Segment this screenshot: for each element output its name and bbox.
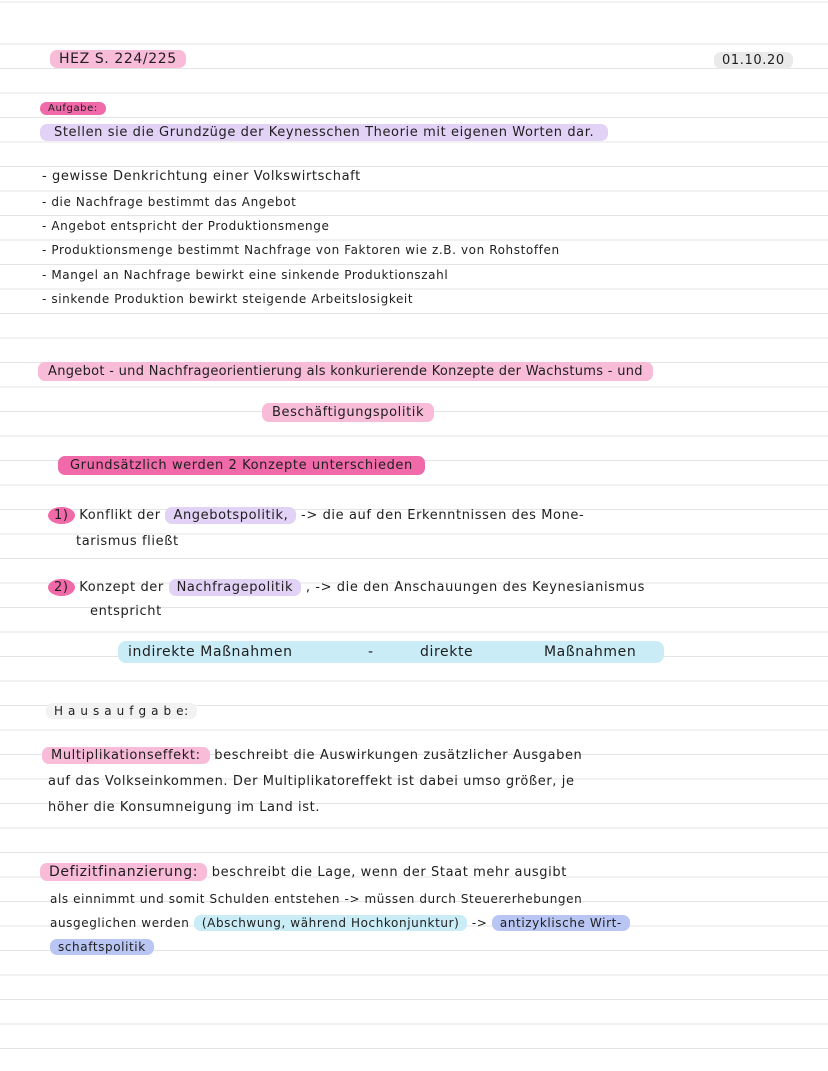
measures-right: Maßnahmen — [544, 644, 637, 660]
section-title-line2-text: Beschäftigungspolitik — [262, 403, 434, 422]
task-label-text: Aufgabe: — [40, 102, 106, 115]
deficit-term: Defizitfinanzierung: — [40, 863, 207, 881]
task-label — [40, 103, 106, 114]
measures-dash: - — [368, 644, 374, 660]
concept-2-post: , -> die den Anschauungen des Keynesianismus — [305, 580, 646, 595]
concept-1-line2: tarismus fließt — [76, 534, 179, 549]
concept-1 — [48, 508, 584, 523]
header-date — [714, 53, 793, 68]
concept-2-pre: Konzept der — [79, 580, 164, 595]
section-subtitle — [58, 458, 425, 473]
header-ref — [50, 51, 186, 67]
header-ref-text: HEZ S. 224/225 — [50, 50, 186, 68]
deficit-line2: als einnimmt und somit Schulden entstehen -> müssen durch Steuererhebungen — [50, 892, 583, 906]
concept-1-pre: Konflikt der — [79, 508, 161, 523]
deficit-line4-text: schaftspolitik — [50, 939, 154, 955]
header-date-text: 01.10.20 — [714, 52, 793, 69]
measures-left: indirekte Maßnahmen — [128, 644, 293, 660]
concept-1-term: Angebotspolitik, — [165, 507, 296, 524]
concept-1-number: 1) — [48, 507, 75, 524]
deficit-line3-pre: ausgeglichen werden — [50, 916, 190, 930]
bullet-1: - gewisse Denkrichtung einer Volkswirtschaft — [42, 169, 361, 184]
section-subtitle-text: Grundsätzlich werden 2 Konzepte unterschieden — [58, 456, 425, 475]
multiplier-term: Multiplikationseffekt: — [42, 747, 210, 764]
section-title-line1 — [38, 364, 653, 379]
task-prompt — [40, 125, 608, 140]
bullet-4: - Produktionsmenge bestimmt Nachfrage von Faktoren wie z.B. von Rohstoffen — [42, 243, 560, 257]
deficit-line3-paren: (Abschwung, während Hochkonjunktur) — [194, 915, 468, 931]
measures-mid: direkte — [420, 644, 474, 660]
concept-2-number: 2) — [48, 579, 75, 596]
deficit-line3-arrow: -> — [471, 916, 488, 930]
bullet-3: - Angebot entspricht der Produktionsmenge — [42, 219, 330, 233]
deficit-line1-text: beschreibt die Lage, wenn der Staat mehr ausgibt — [211, 865, 567, 880]
concept-2 — [48, 580, 645, 595]
bullet-6: - sinkende Produktion bewirkt steigende Arbeitslosigkeit — [42, 292, 414, 306]
concept-2-term: Nachfragepolitik — [169, 579, 301, 596]
task-prompt-text: Stellen sie die Grundzüge der Keynesschen Theorie mit eigenen Worten dar. — [40, 124, 608, 141]
multiplier-line3: höher die Konsumneigung im Land ist. — [48, 800, 321, 815]
concept-1-post: -> die auf den Erkenntnissen des Mone- — [301, 508, 585, 523]
deficit-line1 — [40, 864, 567, 880]
deficit-line3 — [50, 916, 630, 930]
bullet-2: - die Nachfrage bestimmt das Angebot — [42, 195, 297, 209]
section-title-line2 — [262, 405, 434, 420]
section-title-line1-text: Angebot - und Nachfrageorientierung als konkurierende Konzepte der Wachstums - und — [38, 362, 653, 381]
concept-2-line2: entspricht — [90, 604, 162, 619]
multiplier-line2: auf das Volkseinkommen. Der Multiplikatoreffekt ist dabei umso größer, je — [48, 774, 575, 789]
deficit-line4 — [50, 940, 154, 954]
homework-label-text: H a u s a u f g a b e: — [46, 703, 197, 719]
homework-label — [46, 704, 197, 718]
multiplier-line1 — [42, 748, 582, 763]
multiplier-line1-text: beschreibt die Auswirkungen zusätzlicher Ausgaben — [214, 748, 583, 763]
bullet-5: - Mangel an Nachfrage bewirkt eine sinkende Produktionszahl — [42, 268, 449, 282]
deficit-line3-term: antizyklische Wirt- — [492, 915, 630, 931]
